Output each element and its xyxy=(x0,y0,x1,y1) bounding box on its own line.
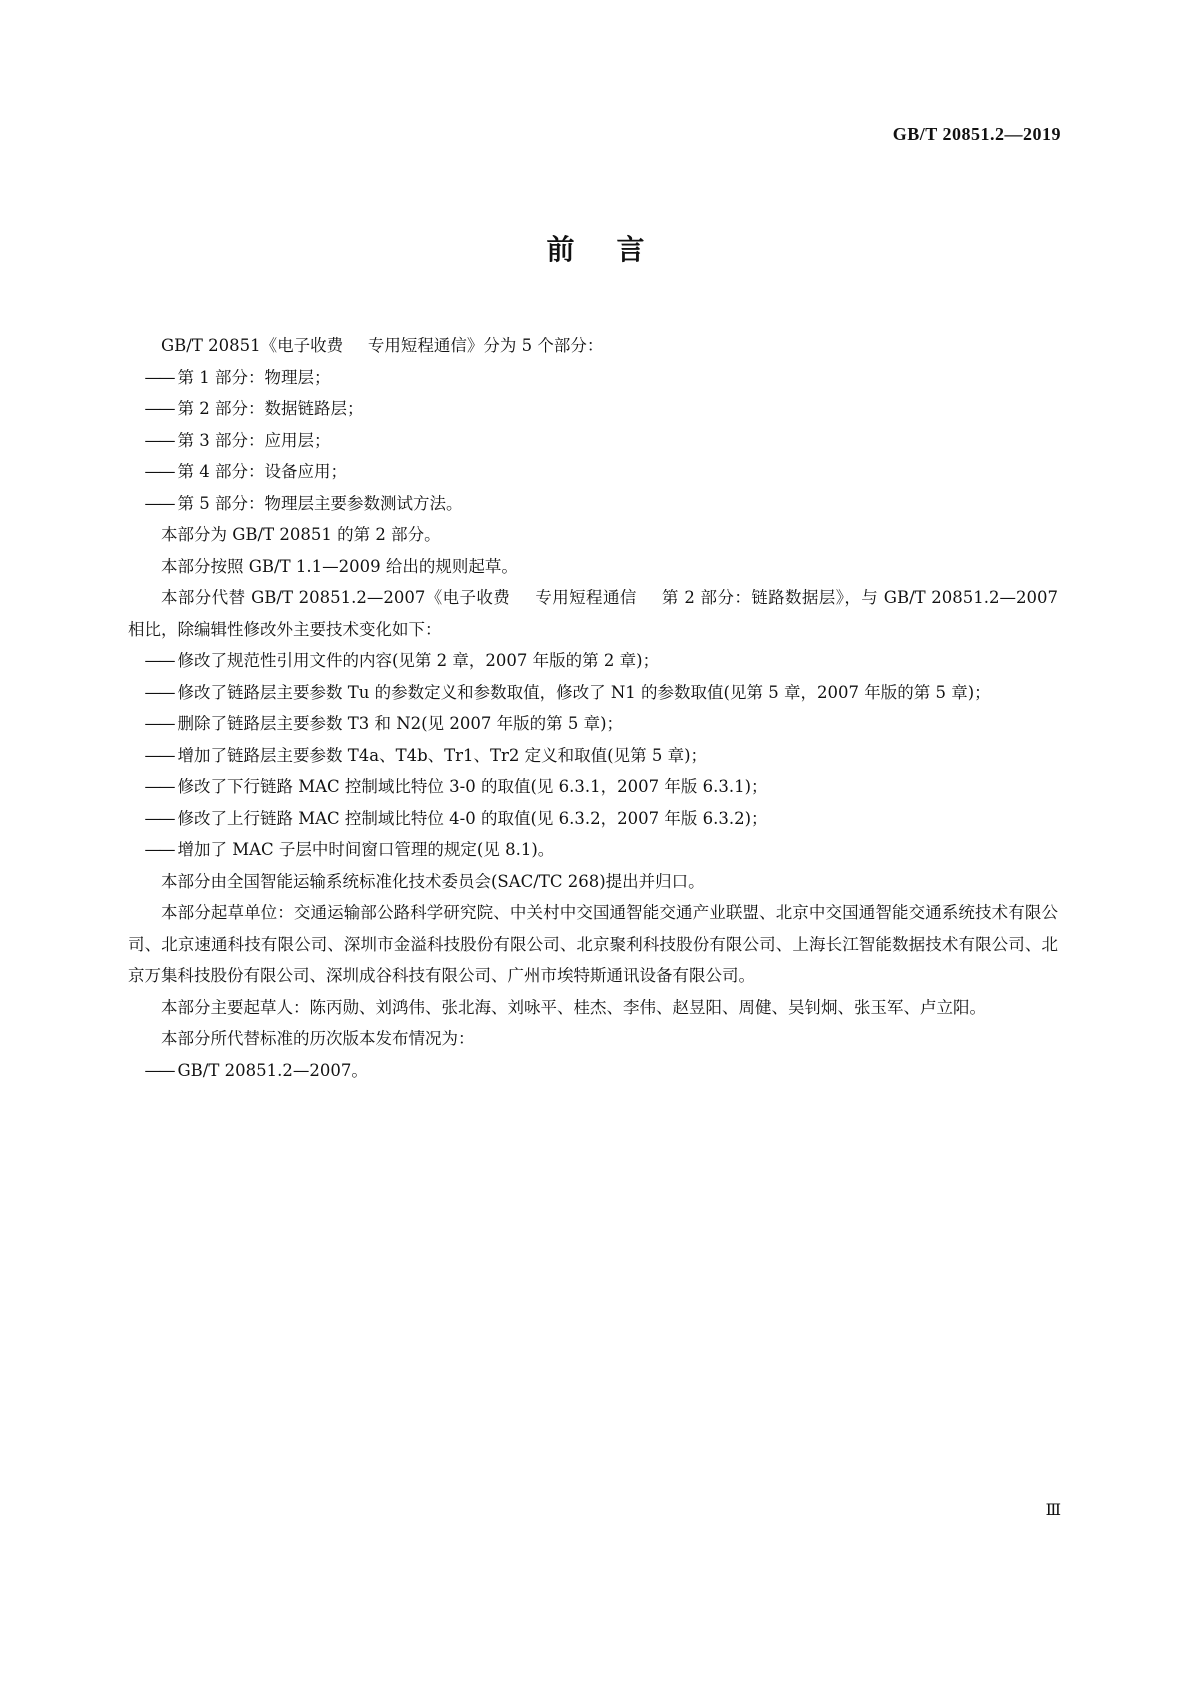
list-dash: —— xyxy=(144,430,174,450)
change-item-text: 增加了链路层主要参数 T4a、T4b、Tr1、Tr2 定义和取值(见第 5 章)； xyxy=(177,745,708,765)
list-item xyxy=(128,1055,1058,1087)
list-item xyxy=(128,425,1058,457)
drafting-rules-paragraph: 本部分按照 GB/T 1.1—2009 给出的规则起草。 xyxy=(161,556,518,576)
list-dash: —— xyxy=(144,1060,174,1080)
change-item-text: 删除了链路层主要参数 T3 和 N2(见 2007 年版的第 5 章)； xyxy=(177,714,624,733)
history-item-text: GB/T 20851.2—2007。 xyxy=(177,1060,368,1080)
part-item-text: 第 3 部分：应用层； xyxy=(177,430,331,450)
list-dash: —— xyxy=(144,840,174,859)
list-item xyxy=(128,456,1058,488)
page-number: Ⅲ xyxy=(1045,1502,1061,1519)
part-item-text: 第 4 部分：设备应用； xyxy=(177,462,347,481)
intro-paragraph xyxy=(128,330,1058,362)
list-item xyxy=(128,708,1058,740)
intro-lead-after: 专用短程通信》分为 5 个部分： xyxy=(367,336,604,355)
change-item-text: 修改了链路层主要参数 Tu 的参数定义和参数取值，修改了 N1 的参数取值(见第 5 章，2007 年版的第 5 章)； xyxy=(177,682,991,702)
change-item-text: 增加了 MAC 子层中时间窗口管理的规定(见 8.1)。 xyxy=(177,840,555,859)
change-item-text: 修改了上行链路 MAC 控制域比特位 4-0 的取值(见 6.3.2，2007 年版 6.3.2)； xyxy=(177,808,768,828)
replaces-text-1: 本部分代替 GB/T 20851.2—2007《电子收费 xyxy=(161,588,511,607)
list-dash: —— xyxy=(144,493,174,513)
list-dash: —— xyxy=(144,367,174,387)
list-item xyxy=(128,740,1058,772)
list-item xyxy=(128,803,1058,835)
history-intro-paragraph: 本部分所代替标准的历次版本发布情况为： xyxy=(161,1029,475,1048)
change-item-text: 修改了下行链路 MAC 控制域比特位 3-0 的取值(见 6.3.1，2007 年版 6.3.1)； xyxy=(177,777,768,796)
list-item xyxy=(128,645,1058,677)
proposed-by-paragraph: 本部分由全国智能运输系统标准化技术委员会(SAC/TC 268)提出并归口。 xyxy=(161,871,705,891)
document-body xyxy=(128,330,1058,1086)
list-dash: —— xyxy=(144,682,174,702)
list-dash: —— xyxy=(144,462,174,481)
drafters-paragraph: 本部分主要起草人：陈丙勋、刘鸿伟、张北海、刘咏平、桂杰、李伟、赵昱阳、周健、吴钊炯、张玉军、卢立阳。 xyxy=(161,997,986,1017)
part-item-text: 第 1 部分：物理层； xyxy=(177,367,331,387)
list-dash: —— xyxy=(144,808,174,828)
intro-lead-before: GB/T 20851《电子收费 xyxy=(161,336,344,355)
drafting-units-paragraph: 本部分起草单位：交通运输部公路科学研究院、中关村中交国通智能交通产业联盟、北京中交国通智能交通系统技术有限公司、北京速通科技有限公司、深圳市金溢科技股份有限公司、北京聚利科技股份有限公司、上海长江智能数据技术有限公司、北京万集科技股份有限公司、深圳成谷科技有限公司、广州市埃特斯通讯设备有限公司。 xyxy=(128,903,1058,985)
list-dash: —— xyxy=(144,777,174,796)
list-dash: —— xyxy=(144,399,174,418)
list-item xyxy=(128,488,1058,520)
list-dash: —— xyxy=(144,714,174,733)
list-dash: —— xyxy=(144,651,174,670)
list-item xyxy=(128,834,1058,866)
list-item xyxy=(128,771,1058,803)
standard-number: GB/T 20851.2—2019 xyxy=(892,124,1061,144)
replaces-text-3: 第 2 部分：链路数据层》，与 GB/T 20851.2—2007 相比，除编辑性修改外主要技术变化如下： xyxy=(128,588,1059,639)
this-part-paragraph: 本部分为 GB/T 20851 的第 2 部分。 xyxy=(161,525,441,544)
replaces-text-2: 专用短程通信 xyxy=(534,588,637,607)
list-item xyxy=(128,362,1058,394)
list-item xyxy=(128,393,1058,425)
page-title: 前言 xyxy=(546,233,687,266)
list-item xyxy=(128,677,1058,709)
replaces-paragraph xyxy=(128,582,1058,645)
part-item-text: 第 2 部分：数据链路层； xyxy=(177,399,364,418)
change-item-text: 修改了规范性引用文件的内容(见第 2 章，2007 年版的第 2 章)； xyxy=(177,651,660,670)
list-dash: —— xyxy=(144,745,174,765)
part-item-text: 第 5 部分：物理层主要参数测试方法。 xyxy=(177,493,463,513)
